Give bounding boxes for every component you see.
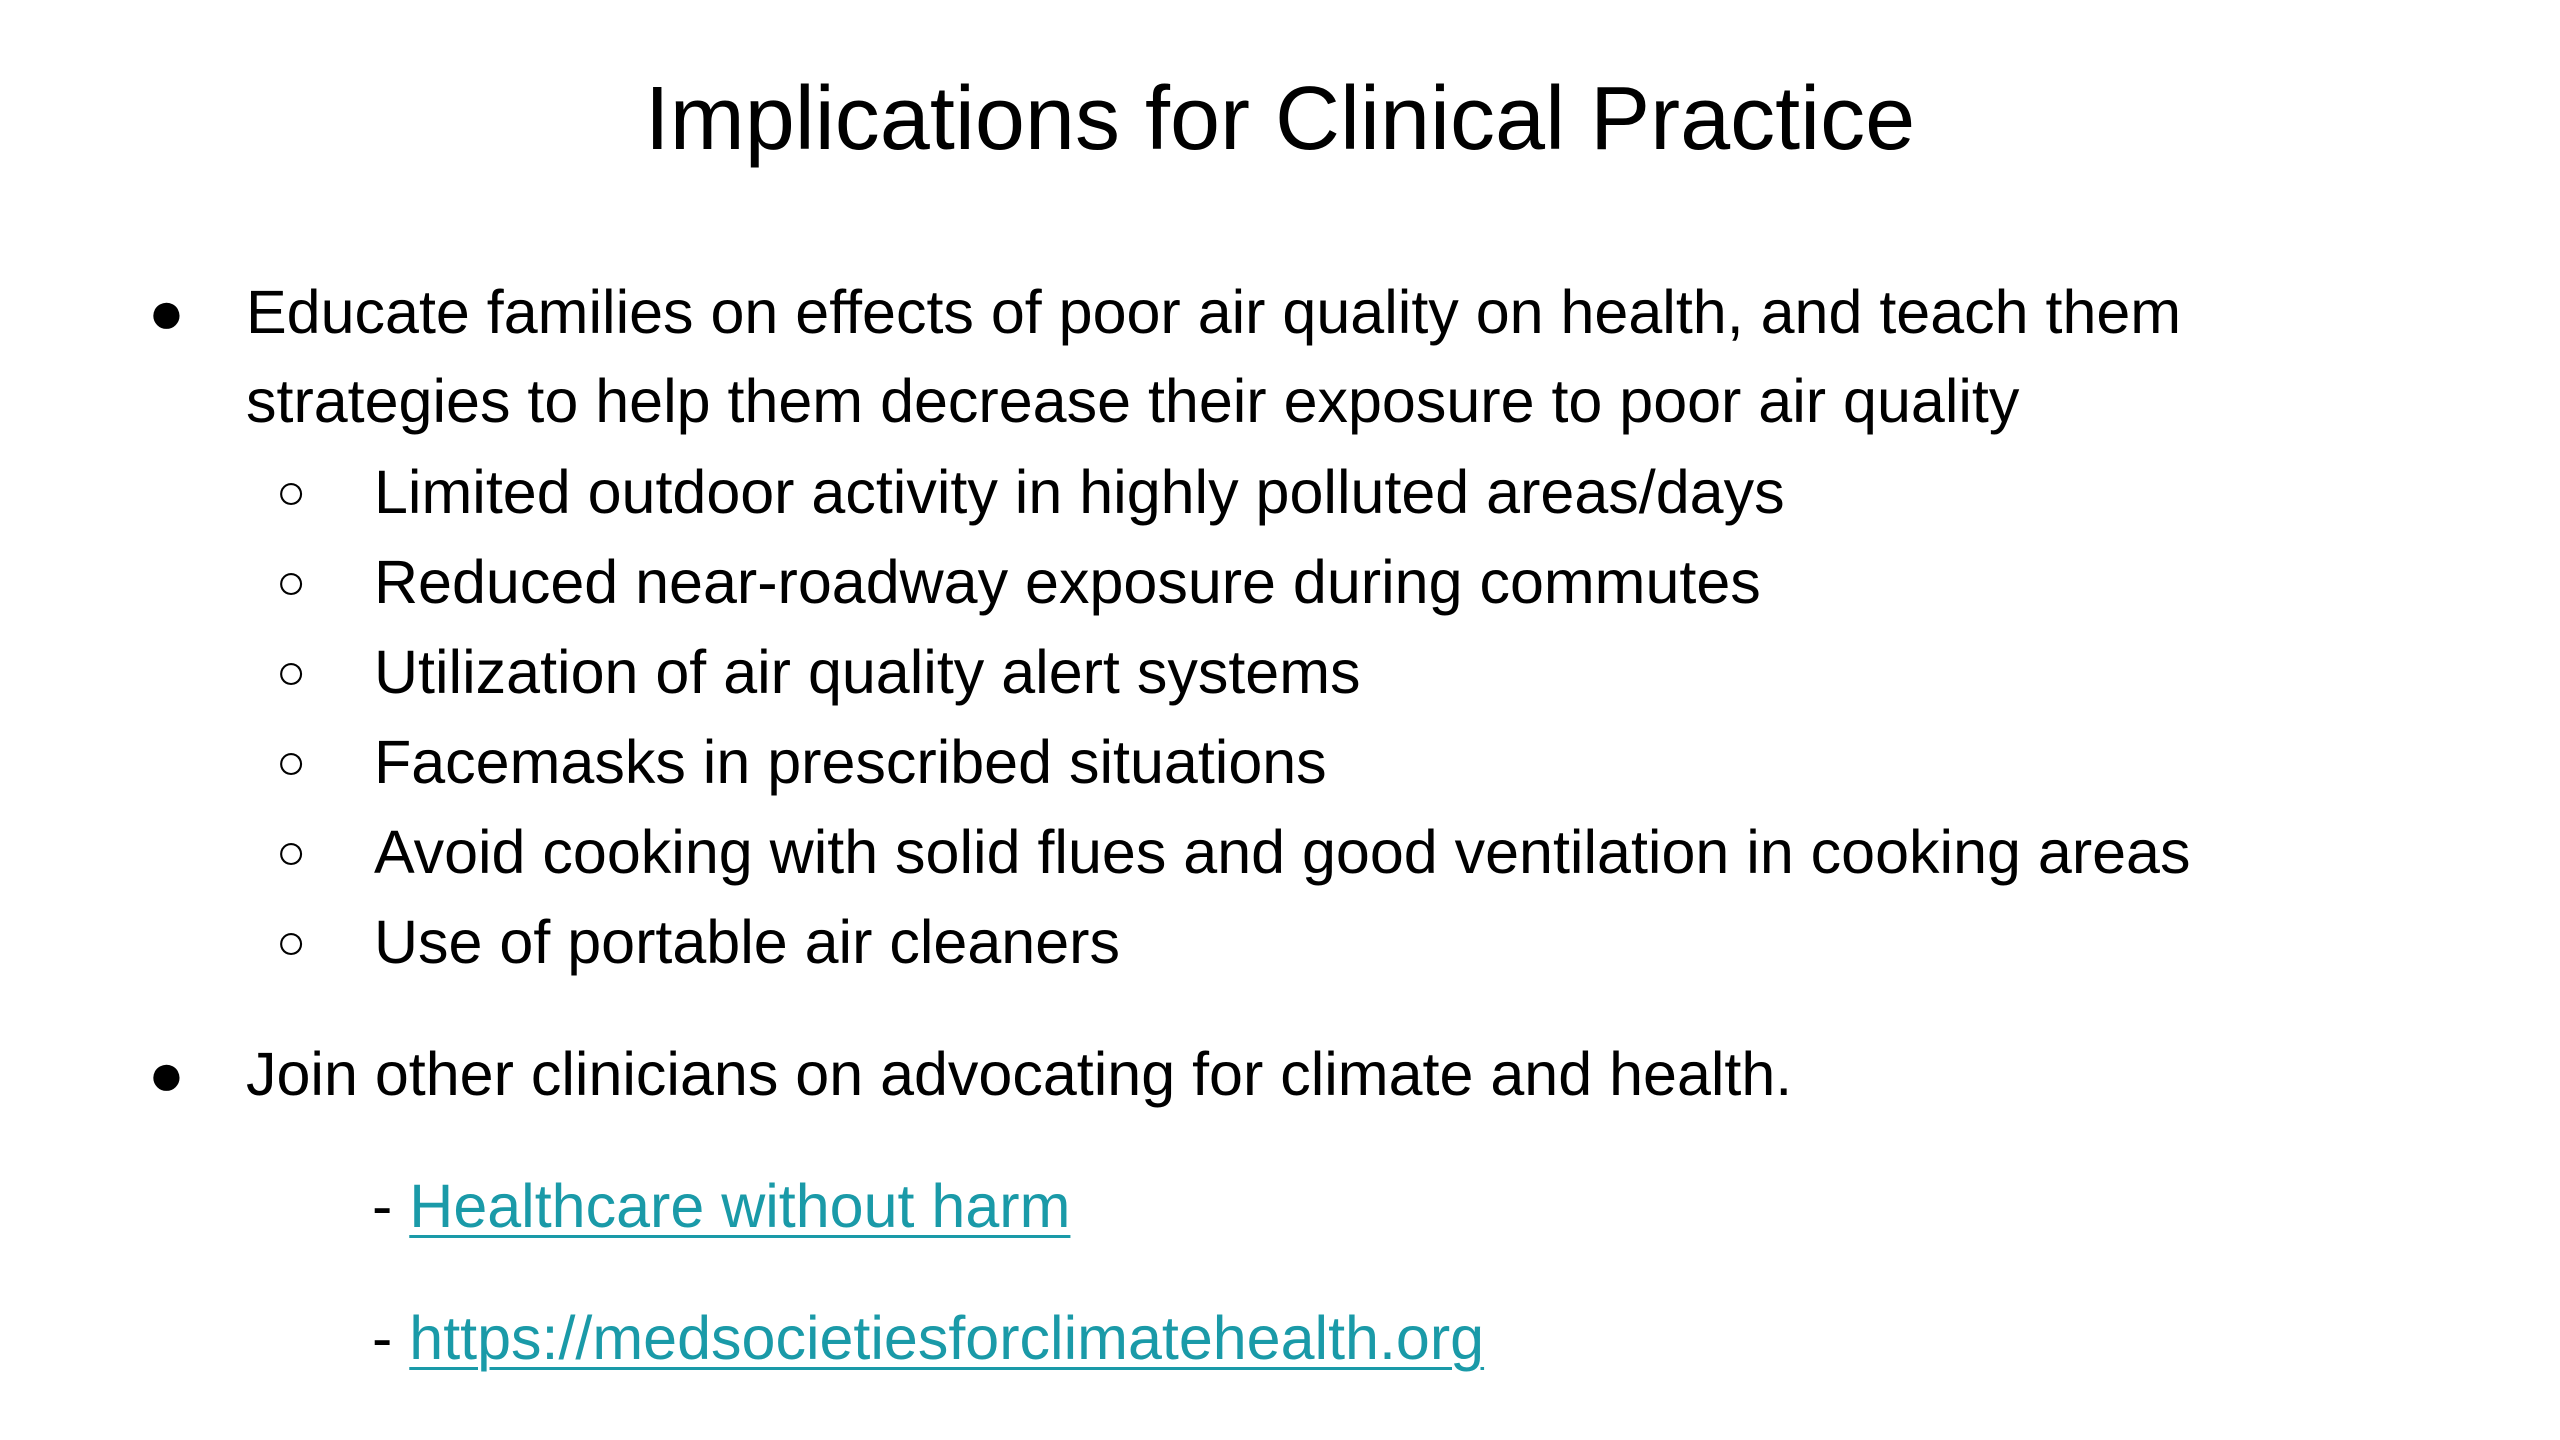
- sub-bullet-marker: ○: [276, 824, 307, 880]
- bullet-marker: ●: [148, 278, 185, 346]
- healthcare-without-harm-link[interactable]: Healthcare without harm: [409, 1172, 1071, 1240]
- medsocieties-link[interactable]: https://medsocietiesforclimatehealth.org: [409, 1304, 1485, 1372]
- sub-bullet-text: Avoid cooking with solid flues and good ventilation in cooking areas: [374, 818, 2191, 886]
- bullet-text: Join other clinicians on advocating for climate and health.: [246, 1040, 1793, 1108]
- sub-bullet-marker: ○: [276, 914, 307, 970]
- link-dash: -: [372, 1172, 410, 1240]
- bullet-marker: ●: [148, 1040, 185, 1108]
- sub-bullet-marker: ○: [276, 644, 307, 700]
- sub-bullet-marker: ○: [276, 464, 307, 520]
- sub-bullet-text: Facemasks in prescribed situations: [374, 728, 1327, 796]
- sub-bullet-text: Utilization of air quality alert systems: [374, 638, 1361, 706]
- link-line: [372, 1294, 1484, 1383]
- link-dash: -: [372, 1304, 410, 1372]
- sub-bullet-text: Limited outdoor activity in highly polluted areas/days: [374, 458, 1785, 526]
- link-line: [372, 1162, 1070, 1251]
- sub-bullet-text: Use of portable air cleaners: [374, 908, 1120, 976]
- bullet-text: Educate families on effects of poor air quality on health, and teach them strategies to help them decrease their exposure to poor air quality: [246, 278, 2182, 435]
- sub-bullet-text: Reduced near-roadway exposure during commutes: [374, 548, 1761, 616]
- sub-bullet-marker: ○: [276, 554, 307, 610]
- slide-title: Implications for Clinical Practice: [644, 69, 1916, 169]
- sub-bullet-marker: ○: [276, 734, 307, 790]
